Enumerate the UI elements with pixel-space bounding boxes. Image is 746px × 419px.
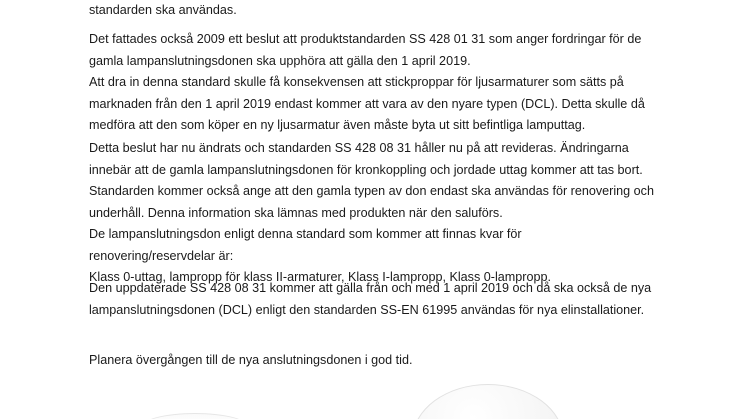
text-line: underhåll. Denna information ska lämnas med produkten när den saluförs. — [89, 205, 503, 220]
text-line: medföra att den som köper en ny ljusarmatur även måste byta ut sitt befintliga lamputtag. — [89, 118, 586, 132]
text-line: lampanslutningsdonen (DCL) enligt den standarden SS-EN 61995 användas för nya elinstallationer. — [89, 302, 645, 317]
light-bulb-image — [412, 384, 564, 419]
paragraph-intro-tail — [89, 0, 689, 22]
paragraph-planning — [89, 350, 689, 372]
paragraph-updated-standard — [89, 278, 689, 321]
paragraph-2009-decision — [89, 29, 689, 72]
text-line: Den uppdaterade SS 428 08 31 kommer att gälla från och med 1 april 2019 och då ska också de nya — [89, 281, 652, 295]
paragraph-consequence — [89, 72, 689, 137]
text-line: renovering/reservdelar är: — [89, 248, 234, 263]
text-line: Att dra in denna standard skulle få konsekvensen att stickproppar för ljusarmaturer som sätts på — [89, 75, 624, 89]
text-line: gamla lampanslutningsdonen ska upphöra att gälla den 1 april 2019. — [89, 53, 471, 68]
text-line: marknaden från den 1 april 2019 endast kommer att vara av den nyare typen (DCL). Detta skulle då — [89, 96, 645, 111]
text-line: Det fattades också 2009 ett beslut att produktstandarden SS 428 01 31 som anger fordringar för de — [89, 32, 642, 46]
text-line: Klass 0-uttag, lampropp för klass II-armaturer, Klass I-lampropp, Klass 0-lampropp. — [89, 270, 551, 284]
text-line: standarden ska användas. — [89, 3, 237, 17]
text-line: Standarden kommer också ange att den gamla typen av don endast ska användas för renovering och — [89, 184, 654, 198]
lamp-socket-image — [140, 413, 250, 419]
text-line: Detta beslut har nu ändrats och standarden SS 428 08 31 håller nu på att revideras. Ändringarna — [89, 141, 629, 155]
text-line: Planera övergången till de nya anslutningsdonen i god tid. — [89, 353, 413, 367]
text-line: De lampanslutningsdon enligt denna standard som kommer att finnas kvar för — [89, 227, 522, 241]
paragraph-revision — [89, 138, 689, 289]
text-line: innebär att de gamla lampanslutningsdonen för kronkoppling och jordade uttag kommer att tas bort. — [89, 162, 643, 177]
